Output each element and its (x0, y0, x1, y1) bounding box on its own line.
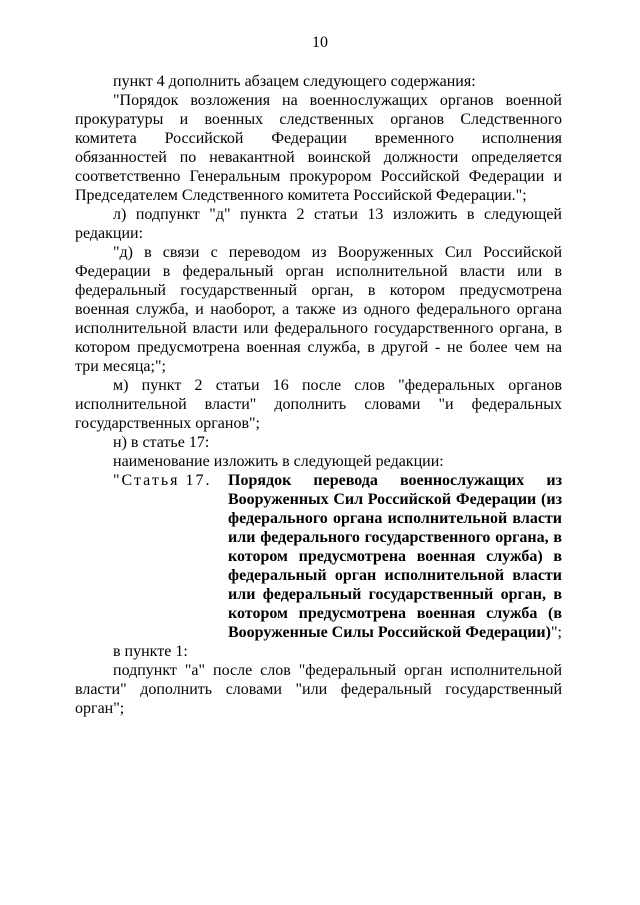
paragraph: л) подпункт "д" пункта 2 статьи 13 изложить в следующей редакции: (75, 206, 562, 242)
paragraph: пункт 4 дополнить абзацем следующего содержания: (113, 73, 476, 90)
article-number: "Статья 17. (113, 472, 212, 489)
quoted-paragraph: "Порядок возложения на военнослужащих органов военной прокуратуры и военных следственных органов Следственного комитета Российской Федерации временного исполнения обязанностей по невакантной воинской должности определяется соответственно Генеральным прокурором Российской Федерации и Председателем Следственного комитета Российской Федерации."; (75, 92, 562, 204)
document-body (75, 72, 562, 718)
article-title-closing: "; (550, 624, 562, 641)
paragraph: в пункте 1: (113, 643, 188, 660)
article-heading (75, 471, 562, 642)
article-title: Порядок перевода военнослужащих из Вооруженных Сил Российской Федерации (из федерального органа исполнительной власти или федерального государственного органа, в котором предусмотрена военная служба) в федеральный орган исполнительной власти или федеральный государственный орган, в котором предусмотрена военная служба (в Вооруженные Силы Российской Федерации) (228, 472, 562, 641)
page-number: 10 (312, 34, 328, 51)
paragraph: подпункт "а" после слов "федеральный орган исполнительной власти" дополнить словами "или федеральный государственный орган"; (75, 662, 562, 717)
paragraph: м) пункт 2 статьи 16 после слов "федеральных органов исполнительной власти" дополнить словами "и федеральных государственных органов"; (75, 377, 562, 432)
paragraph: наименование изложить в следующей редакции: (113, 453, 444, 470)
article-title-block (228, 471, 562, 642)
quoted-paragraph: "д) в связи с переводом из Вооруженных Сил Российской Федерации в федеральный орган исполнительной власти или в федеральный государственный орган, в котором предусмотрена военная служба, и наоборот, а также из одного федерального органа исполнительной власти или федерального государственного органа, в котором предусмотрена военная служба, в другой - не более чем на три месяца;"; (75, 244, 562, 375)
paragraph: н) в статье 17: (113, 434, 210, 451)
